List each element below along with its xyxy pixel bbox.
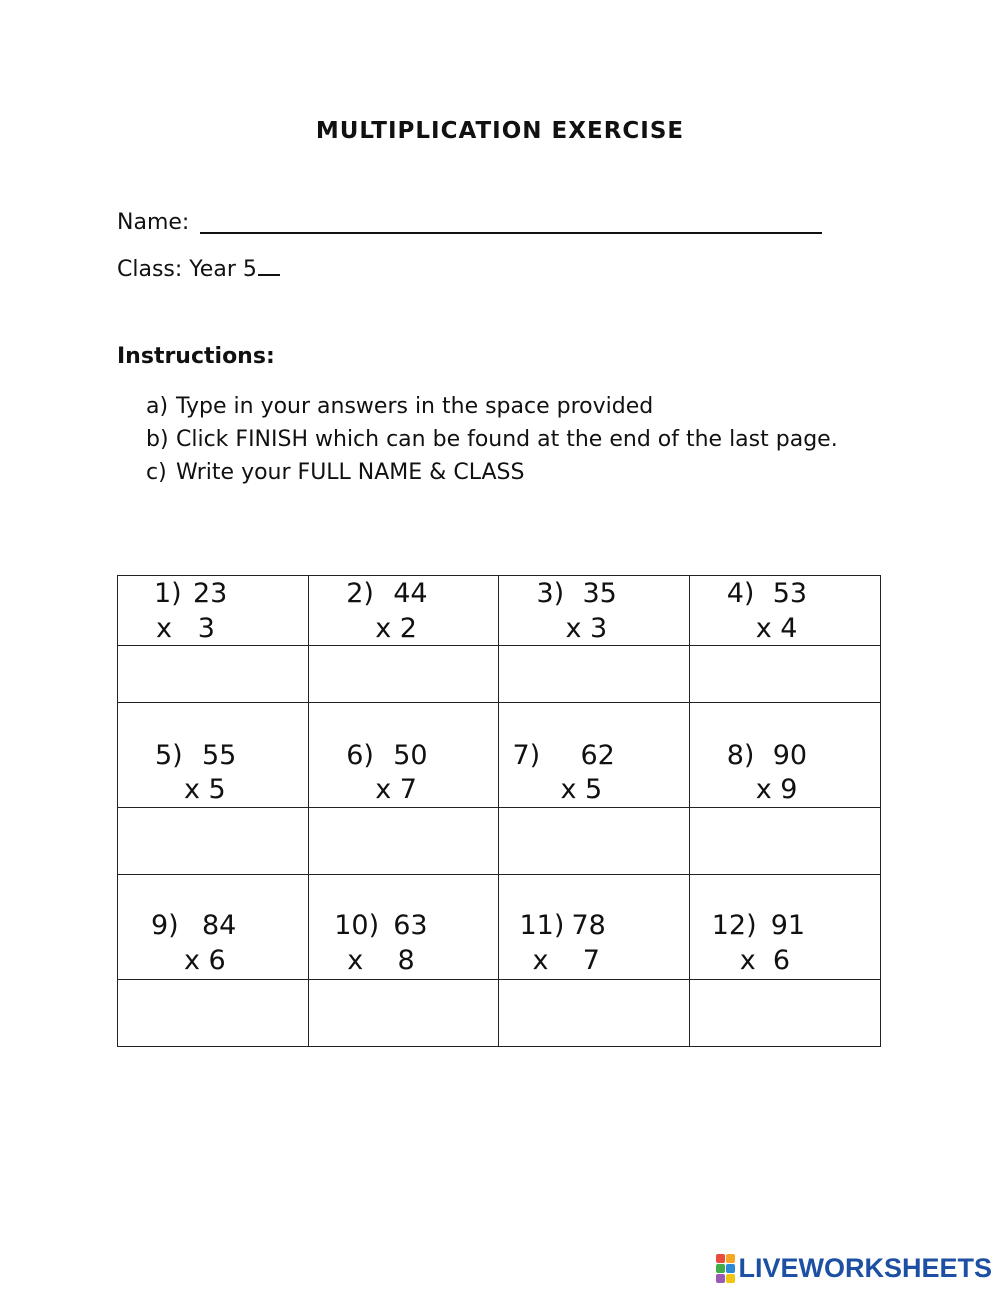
- problem-cell: [309, 576, 499, 646]
- problem-cell: [118, 576, 309, 646]
- answer-row: [118, 980, 881, 1047]
- instruction-item: [146, 456, 866, 489]
- problem-cell: [499, 703, 689, 808]
- problem-cell: [499, 875, 689, 980]
- problem-top-operand: 44: [393, 578, 428, 609]
- answer-input[interactable]: [690, 808, 880, 835]
- answer-cell[interactable]: [499, 808, 689, 875]
- answer-cell[interactable]: [689, 980, 880, 1047]
- problem-top-operand: 91: [770, 910, 806, 941]
- instructions-heading: Instructions:: [117, 344, 275, 369]
- problem-multiplier: x 5: [560, 774, 603, 805]
- answer-input[interactable]: [309, 808, 498, 835]
- problem-row: [118, 703, 881, 808]
- instruction-item: [146, 390, 866, 423]
- problem-top-operand: 62: [580, 740, 615, 771]
- brand-name: LIVEWORKSHEETS: [738, 1252, 992, 1283]
- answer-input[interactable]: [309, 980, 498, 1007]
- answer-cell[interactable]: [118, 980, 309, 1047]
- logo-block: [726, 1254, 735, 1263]
- problem-multiplier: x 4: [755, 613, 798, 644]
- answer-row: [118, 808, 881, 875]
- answer-cell[interactable]: [309, 646, 499, 703]
- problem-cell: [309, 875, 499, 980]
- instruction-text: Click FINISH which can be found at the end of the last page.: [176, 427, 838, 452]
- answer-cell[interactable]: [118, 646, 309, 703]
- problem-number: 4): [726, 578, 755, 609]
- instructions-list: [146, 390, 866, 489]
- answer-input[interactable]: [690, 646, 880, 673]
- problem-multiplier: x 9: [755, 774, 798, 805]
- problem-multiplier: x 6: [184, 945, 226, 976]
- problem-row: [118, 875, 881, 980]
- instruction-marker: c): [146, 460, 167, 485]
- problem-top-operand: 90: [772, 740, 808, 771]
- problem-top-operand: 23: [193, 578, 228, 609]
- problem-grid: [117, 575, 881, 1047]
- problem-cell: [118, 703, 309, 808]
- problem-top-operand: 55: [202, 740, 237, 771]
- class-label: Class: Year 5: [117, 257, 257, 282]
- problem-number: 3): [536, 578, 565, 609]
- class-field-line[interactable]: [258, 274, 280, 276]
- problem-number: 10): [334, 910, 380, 941]
- answer-input[interactable]: [499, 646, 688, 673]
- logo-block: [716, 1254, 725, 1263]
- name-label: Name:: [117, 210, 190, 235]
- instruction-marker: a): [146, 394, 169, 419]
- problem-number: 8): [726, 740, 755, 771]
- answer-input[interactable]: [118, 646, 308, 673]
- problem-top-operand: 35: [582, 578, 617, 609]
- answer-cell[interactable]: [309, 980, 499, 1047]
- problem-cell: [499, 576, 689, 646]
- problem-cell: [689, 703, 880, 808]
- answer-input[interactable]: [499, 980, 688, 1007]
- answer-cell[interactable]: [499, 646, 689, 703]
- logo-block: [716, 1274, 725, 1283]
- answer-cell[interactable]: [309, 808, 499, 875]
- problem-multiplier: x 3: [156, 613, 215, 644]
- answer-cell[interactable]: [499, 980, 689, 1047]
- name-field-line[interactable]: [200, 232, 822, 234]
- problem-multiplier: x 7: [375, 774, 417, 805]
- answer-cell[interactable]: [689, 646, 880, 703]
- instruction-text: Type in your answers in the space provided: [176, 394, 654, 419]
- answer-input[interactable]: [499, 808, 688, 835]
- liveworksheets-logo-icon: [716, 1254, 735, 1283]
- problem-number: 2): [346, 578, 374, 609]
- problem-multiplier: x 8: [347, 945, 415, 976]
- logo-block: [716, 1264, 725, 1273]
- problem-multiplier: x 6: [739, 945, 791, 976]
- problem-top-operand: 78: [571, 910, 606, 941]
- problem-number: 5): [155, 740, 183, 771]
- problem-number: 1): [154, 578, 182, 609]
- answer-input[interactable]: [118, 808, 308, 835]
- logo-block: [726, 1274, 735, 1283]
- problem-number: 6): [346, 740, 374, 771]
- worksheet-title: MULTIPLICATION EXERCISE: [315, 118, 685, 144]
- instruction-marker: b): [146, 427, 169, 452]
- problem-cell: [309, 703, 499, 808]
- class-row: [117, 257, 280, 282]
- answer-input[interactable]: [690, 980, 880, 1007]
- problem-top-operand: 50: [393, 740, 428, 771]
- problem-number: 9): [151, 910, 179, 941]
- answer-cell[interactable]: [118, 808, 309, 875]
- answer-input[interactable]: [309, 646, 498, 673]
- problem-multiplier: x 5: [184, 774, 226, 805]
- problem-top-operand: 63: [393, 910, 428, 941]
- logo-block: [726, 1264, 735, 1273]
- problem-row: [118, 576, 881, 646]
- problem-number: 7): [512, 740, 541, 771]
- problem-cell: [689, 576, 880, 646]
- answer-cell[interactable]: [689, 808, 880, 875]
- instruction-item: [146, 423, 866, 456]
- problem-cell: [689, 875, 880, 980]
- problem-multiplier: x 2: [375, 613, 417, 644]
- problem-cell: [118, 875, 309, 980]
- answer-input[interactable]: [118, 980, 308, 1007]
- problem-number: 12): [711, 910, 757, 941]
- answer-row: [118, 646, 881, 703]
- brand-logo[interactable]: [716, 1253, 992, 1283]
- problem-top-operand: 84: [202, 910, 237, 941]
- instruction-text: Write your FULL NAME & CLASS: [176, 460, 525, 485]
- problem-multiplier: x 3: [565, 613, 608, 644]
- problem-top-operand: 53: [772, 578, 808, 609]
- problem-number: 11): [519, 910, 565, 941]
- problem-multiplier: x 7: [532, 945, 600, 976]
